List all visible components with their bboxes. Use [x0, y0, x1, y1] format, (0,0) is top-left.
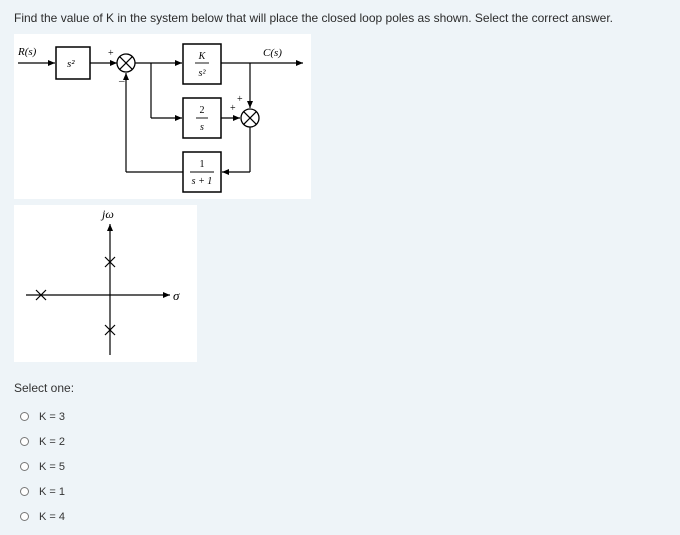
option-k-1[interactable]	[20, 479, 65, 504]
question-text: Find the value of K in the system below that will place the closed loop poles as shown. Select the correct answer.	[14, 11, 613, 25]
option-k-2[interactable]	[20, 429, 65, 454]
real-axis-label: σ	[173, 288, 180, 303]
option-label: K = 2	[39, 435, 65, 448]
radio-button[interactable]	[20, 512, 29, 521]
sum1-plus-sign: +	[108, 48, 114, 59]
option-label: K = 1	[39, 485, 65, 498]
summing-junction-1	[117, 54, 135, 72]
svg-text:s + 1: s + 1	[191, 176, 213, 187]
svg-text:1: 1	[199, 159, 205, 170]
radio-button[interactable]	[20, 412, 29, 421]
svg-text:s²: s²	[198, 68, 206, 79]
radio-button[interactable]	[20, 462, 29, 471]
answer-options	[20, 404, 65, 529]
radio-button[interactable]	[20, 487, 29, 496]
svg-text:K: K	[198, 51, 206, 62]
option-k-3[interactable]	[20, 404, 65, 429]
block-diagram	[14, 34, 311, 199]
imag-axis-label: jω	[102, 207, 114, 221]
sum2-plus-top: +	[237, 94, 243, 105]
select-one-label: Select one:	[14, 381, 75, 395]
svg-text:2: 2	[199, 105, 205, 116]
sum2-plus-left: +	[230, 103, 236, 114]
option-label: K = 5	[39, 460, 65, 473]
summing-junction-2	[241, 109, 259, 127]
option-label: K = 3	[39, 410, 65, 423]
radio-button[interactable]	[20, 437, 29, 446]
block-s2-text: s²	[67, 58, 75, 70]
output-label: C(s)	[263, 47, 282, 59]
svg-text:s: s	[200, 122, 204, 133]
option-k-5[interactable]	[20, 454, 65, 479]
option-label: K = 4	[39, 510, 65, 523]
sum1-minus-sign: –	[119, 75, 125, 87]
input-label: R(s)	[18, 46, 37, 58]
option-k-4[interactable]	[20, 504, 65, 529]
pole-plot	[14, 205, 197, 362]
